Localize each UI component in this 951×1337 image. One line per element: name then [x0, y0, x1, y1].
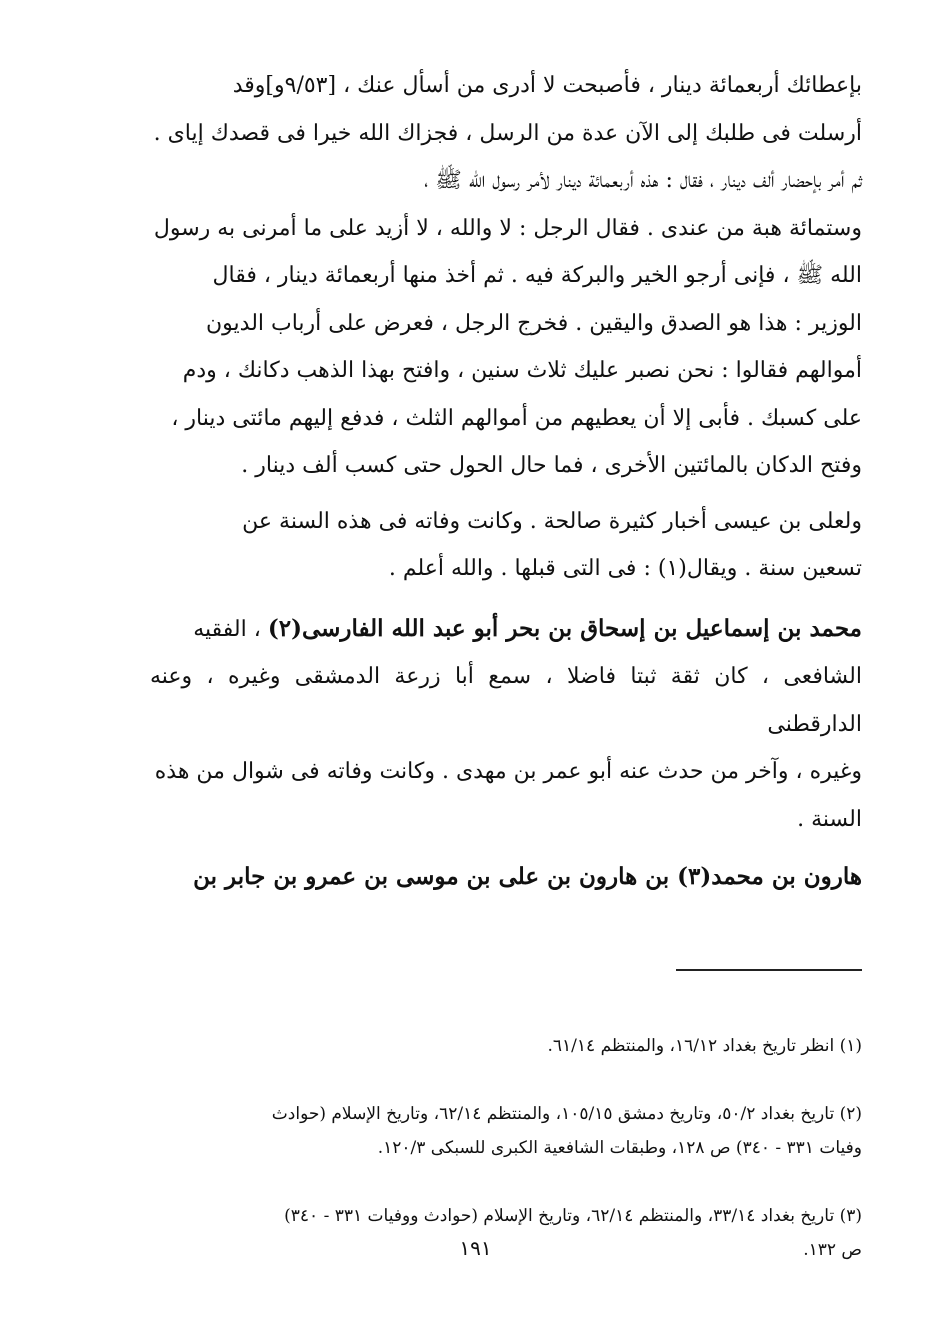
biography-entry-muhammad: [150, 605, 862, 844]
paragraph-story: بإعطائك أربعمائة دينار ، فأصبحت لا أدرى من أسأل عنك ، [٩/٥٣و]وقد أرسلت فى طلبك إلى الآن عدة من الرسل ، فجزاك الله خيرا فى قصدك إياى . ثم أمر بإحضار ألف دينار ، فقال : هذه أربعمائة دينار لأمر رسول الله ﷺ ، وستمائة هبة من عندى . فقال الرجل : لا والله ، لا أزيد على ما أمرنى به رسول الله ﷺ ، فإنى أرجو الخير والبركة فيه . ثم أخذ منها أربعمائة دينار ، فقال الوزير : هذا هو الصدق واليقين . فخرج الرجل ، فعرض على أرباب الديون أموالهم فقالوا : نحن نصبر عليك ثلاث سنين ، وافتح بهذا الذهب دكانك ، ودم على كسبك . فأبى إلا أن يعطيهم من أموالهم الثلث ، فدفع إليهم مائتى دينار ، وفتح الدكان بالمائتين الأخرى ، فما حال الحول حتى كسب ألف دينار .: [153, 73, 862, 478]
paragraph-ali-ibn-isa: ولعلى بن عيسى أخبار كثيرة صالحة . وكانت وفاته فى هذه السنة عن تسعين سنة . ويقال(١) : فى التى قبلها . والله أعلم .: [242, 508, 862, 581]
footnote-3: (٣) تاريخ بغداد ٣٣/١٤، والمنتظم ٦٢/١٤، وتاريخ الإسلام (حوادث ووفيات ٣٣١ - ٣٤٠) ص ١٣٢.: [284, 1206, 862, 1260]
footnote-1: (١) انظر تاريخ بغداد ١٦/١٢، والمنتظم ٦١/١٤.: [547, 1036, 862, 1056]
footnote-2: (٢) تاريخ بغداد ٥٠/٢، وتاريخ دمشق ١٠٥/١٥، والمنتظم ٦٢/١٤، وتاريخ الإسلام (حوادث وفيات ٣٣١ - ٣٤٠) ص ١٢٨، وطبقات الشافعية الكبرى للسبكى ١٢٠/٣.: [271, 1104, 862, 1158]
entry-heading-harun: هارون بن محمد(٣) بن هارون بن على بن موسى بن عمرو بن جابر بن: [193, 863, 862, 890]
footnote-divider: [676, 969, 862, 971]
entry-text-muhammad: ، الفقيه الشافعى ، كان ثقة ثبتا فاضلا ، سمع أبا زرعة الدمشقى وغيره ، وعنه الدارقطنى وغيره ، وآخر من حدث عنه أبو عمر بن مهدى . وكانت وفاته فى شوال من هذه السنة .: [150, 616, 862, 832]
page-number: ١٩١: [459, 1236, 492, 1260]
main-text: [150, 62, 862, 924]
entry-heading-muhammad: محمد بن إسماعيل بن إسحاق بن بحر أبو عبد الله الفارسى(٢): [267, 614, 862, 642]
